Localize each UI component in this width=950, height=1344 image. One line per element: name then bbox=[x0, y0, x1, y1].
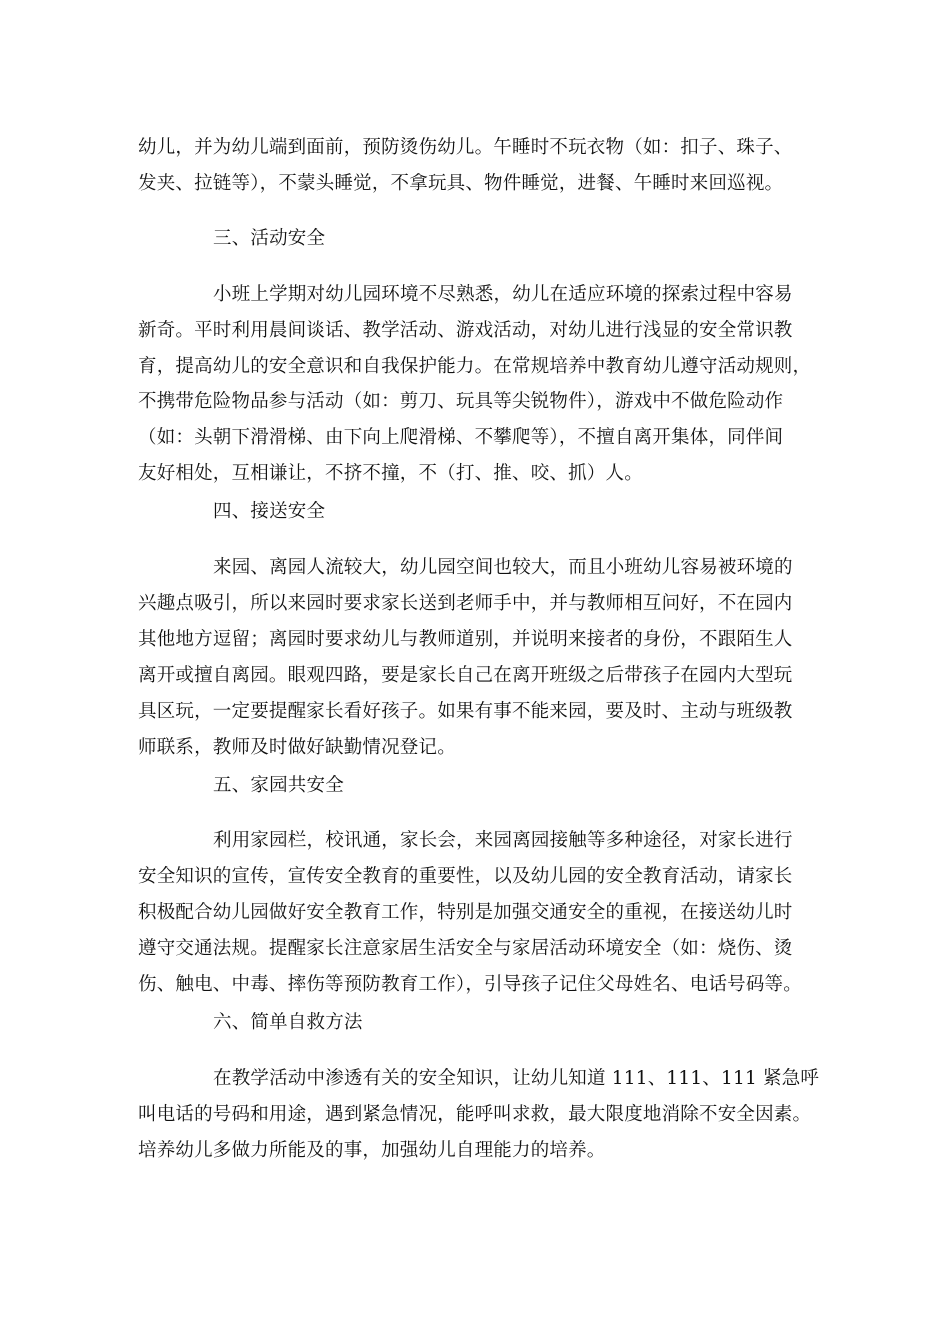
body-text-line: 不携带危险物品参与活动（如：剪刀、玩具等尖锐物件），游戏中不做危险动作 bbox=[138, 391, 784, 412]
body-text-line: 新奇。平时利用晨间谈话、教学活动、游戏活动，对幼儿进行浅显的安全常识教 bbox=[138, 320, 793, 341]
body-text-line: 其他地方逗留；离园时要求幼儿与教师道别，并说明来接者的身份，不跟陌生人 bbox=[138, 629, 793, 650]
section-heading: 四、接送安全 bbox=[213, 501, 326, 522]
body-text-line: 来园、离园人流较大，幼儿园空间也较大，而且小班幼儿容易被环境的 bbox=[213, 557, 793, 578]
body-text-line: 安全知识的宣传，宣传安全教育的重要性，以及幼儿园的安全教育活动，请家长 bbox=[138, 866, 793, 887]
body-text-line: 利用家园栏，校讯通，家长会，来园离园接触等多种途径，对家长进行 bbox=[213, 830, 793, 851]
body-text-line: 叫电话的号码和用途，遇到紧急情况，能呼叫求救，最大限度地消除不安全因素。 bbox=[138, 1104, 812, 1125]
body-text-line: 积极配合幼儿园做好安全教育工作，特别是加强交通安全的重视，在接送幼儿时 bbox=[138, 902, 793, 923]
body-text-line: 具区玩，一定要提醒家长看好孩子。如果有事不能来园，要及时、主动与班级教 bbox=[138, 701, 793, 722]
body-text-line: 育，提高幼儿的安全意识和自我保护能力。在常规培养中教育幼儿遵守活动规则， bbox=[138, 356, 812, 377]
body-text-line: （如：头朝下滑滑梯、由下向上爬滑梯、不攀爬等），不擅自离开集体，同伴间 bbox=[138, 427, 784, 448]
body-text-line: 在教学活动中渗透有关的安全知识，让幼儿知道 111、111、111 紧急呼 bbox=[213, 1068, 820, 1089]
body-text-line: 小班上学期对幼儿园环境不尽熟悉，幼儿在适应环境的探索过程中容易 bbox=[213, 284, 793, 305]
section-heading: 五、家园共安全 bbox=[213, 775, 344, 796]
body-text-line: 培养幼儿多做力所能及的事，加强幼儿自理能力的培养。 bbox=[138, 1140, 606, 1161]
body-text-line: 遵守交通法规。提醒家长注意家居生活安全与家居活动环境安全（如：烧伤、烫 bbox=[138, 938, 793, 959]
body-text-line: 师联系，教师及时做好缺勤情况登记。 bbox=[138, 737, 456, 758]
body-text-line: 兴趣点吸引，所以来园时要求家长送到老师手中，并与教师相互问好，不在园内 bbox=[138, 593, 793, 614]
body-text-line: 发夹、拉链等），不蒙头睡觉，不拿玩具、物件睡觉，进餐、午睡时来回巡视。 bbox=[138, 173, 784, 194]
body-text-line: 友好相处，互相谦让，不挤不撞，不（打、推、咬、抓）人。 bbox=[138, 463, 643, 484]
body-text-line: 伤、触电、中毒、摔伤等预防教育工作），引导孩子记住父母姓名、电话号码等。 bbox=[138, 974, 802, 995]
body-text-line: 离开或擅自离园。眼观四路，要是家长自己在离开班级之后带孩子在园内大型玩 bbox=[138, 665, 793, 686]
body-text-line: 幼儿，并为幼儿端到面前，预防烫伤幼儿。午睡时不玩衣物（如：扣子、珠子、 bbox=[138, 137, 793, 158]
section-heading: 六、简单自救方法 bbox=[213, 1012, 363, 1033]
section-heading: 三、活动安全 bbox=[213, 228, 326, 249]
